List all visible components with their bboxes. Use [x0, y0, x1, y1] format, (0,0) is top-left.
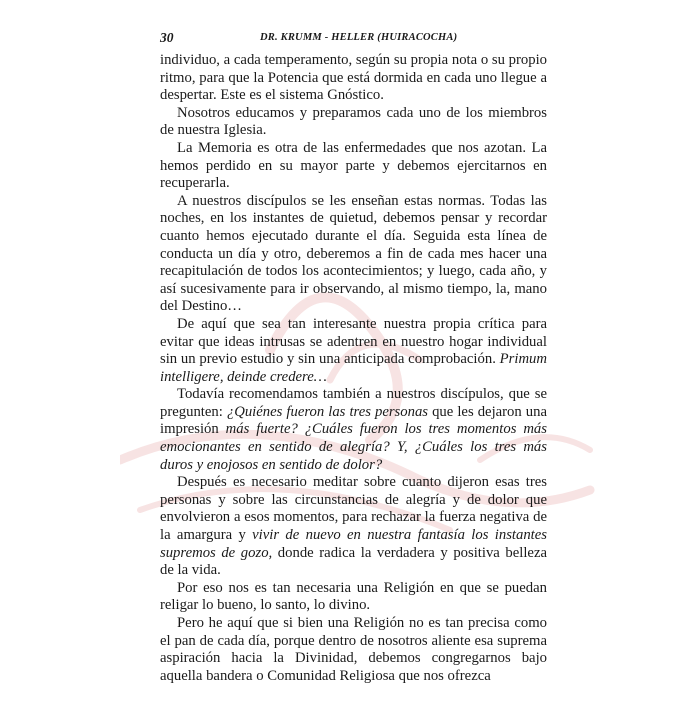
paragraph — [160, 52, 547, 105]
paragraph — [160, 386, 547, 474]
paragraph — [160, 316, 547, 386]
italic-text: ¿Quiénes fueron las tres personas — [226, 403, 429, 420]
page-header — [160, 30, 550, 50]
text-run: Después es necesario meditar sobre cuanto dijeron esas tres personas y sobre las circunstancias de alegría y de dolor que envolvieron a esos momentos, para rechazar la fuerza negativa de la amargura y — [160, 474, 547, 544]
text-run: Nosotros educamos y preparamos cada uno de los miembros de nuestra Iglesia. — [160, 104, 547, 139]
text-run: La Memoria es otra de las enfermedades que nos azotan. La hemos perdido en su mayor parte y debemos ejercitarnos en recuperarla. — [160, 139, 547, 192]
paragraph — [160, 193, 547, 316]
paragraph — [160, 580, 547, 615]
text-run: Por eso nos es tan necesaria una Religión en que se puedan religar lo bueno, lo santo, lo divino. — [160, 579, 547, 614]
text-run: que les dejaron una impresión — [160, 403, 548, 438]
running-head: DR. KRUMM - HELLER (HUIRACOCHA) — [260, 32, 458, 43]
body-text — [160, 52, 547, 685]
text-run: individuo, a cada temperamento, según su propia nota o su propio ritmo, para que la Potencia que está dormida en cada uno llegue a despertar. Este es el sistema Gnóstico. — [160, 52, 547, 104]
text-run: donde radica la verdadera y positiva belleza de la vida. — [160, 544, 547, 579]
text-run: Todavía recomendamos también a nuestros discípulos, que se pregunten: — [160, 386, 547, 420]
paragraph — [160, 140, 547, 193]
italic-text: más fuerte? ¿Cuáles fueron los tres momentos más emocionantes en sentido de alegría? Y, ¿Cuáles los tres más duros y enojosos en sentido de dolor? — [160, 421, 547, 473]
italic-text: vivir de nuevo en nuestra fantasía los instantes supremos de gozo, — [160, 527, 547, 561]
paragraph — [160, 474, 547, 580]
text-run: A nuestros discípulos se les enseñan estas normas. Todas las noches, en los instantes de quietud, debemos pensar y recordar cuanto hemos ejecutado durante el día. Seguida esta línea de conducta un día y otro, deberemos a fin de cada mes hacer una recapitulación de todos los acontecimientos; y luego, cada año, y así sucesivamente para ir observando, al mismo tiempo, la, mano del Destino… — [160, 192, 547, 315]
page-number: 30 — [160, 30, 174, 45]
paragraph — [160, 615, 547, 685]
text-run: Pero he aquí que si bien una Religión no es tan precisa como el pan de cada día, porque dentro de nosotros aliente esa suprema aspiración hacia la Divinidad, debemos congregarnos bajo aquella bandera o Comunidad Religiosa que nos ofrezca — [160, 615, 547, 684]
italic-text: Primum intelligere, deinde credere… — [160, 351, 547, 385]
text-run: De aquí que sea tan interesante nuestra propia crítica para evitar que ideas intrusas se adentren en nuestro hogar individual sin un previo estudio y sin una anticipada comprobación. — [160, 315, 547, 368]
paragraph — [160, 105, 547, 140]
